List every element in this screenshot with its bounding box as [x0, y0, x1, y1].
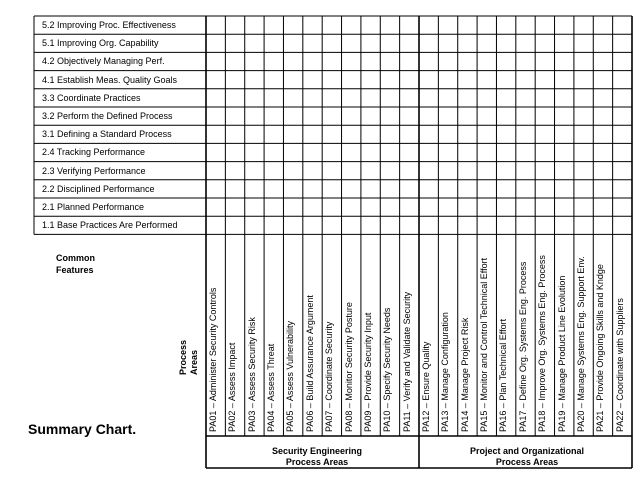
process-area-label: PA11 – Verify and Validate Security — [401, 291, 412, 432]
process-area-label: PA09 – Provide Security Input — [362, 312, 373, 432]
common-feature-label: 5.2 Improving Proc. Effectiveness — [42, 20, 176, 30]
process-area-label: PA13 – Manage Configuration — [440, 312, 451, 432]
process-area-label: PA21 – Provide Ongoing Skills and Kndge — [595, 264, 606, 432]
process-area-label: PA06 – Build Assurance Argument — [304, 295, 315, 432]
group-title-line: Process Areas — [285, 457, 349, 467]
common-feature-label: 5.1 Improving Org. Capability — [42, 38, 159, 49]
process-area-label: PA04 – Assess Threat — [266, 343, 277, 432]
process-area-label: PA12 – Ensure Quality — [421, 341, 431, 432]
process-area-label: PA16 – Plan Technical Effort — [498, 318, 509, 432]
common-feature-label: 1.1 Base Practices Are Performed — [42, 220, 178, 231]
common-feature-label: 4.2 Objectively Managing Perf. — [42, 56, 165, 67]
process-area-label: PA08 – Monitor Security Posture — [343, 302, 354, 432]
security-engineering-group-title — [232, 446, 402, 468]
process-area-label: PA02 – Assess Impact — [227, 342, 238, 432]
common-feature-label: 2.1 Planned Performance — [42, 202, 145, 212]
common-feature-label: 2.2 Disciplined Performance — [42, 183, 155, 194]
common-feature-label: 2.3 Verifying Performance — [42, 165, 146, 176]
process-area-label: PA01 – Administer Security Controls — [208, 287, 218, 432]
common-features-heading — [56, 252, 95, 276]
common-feature-label: 3.3 Coordinate Practices — [42, 92, 141, 103]
process-area-label: PA19 – Manage Product Line Evolution — [556, 275, 567, 432]
common-feature-label: 3.1 Defining a Standard Process — [42, 129, 172, 140]
process-area-label: PA15 – Monitor and Control Technical Effort — [479, 257, 490, 432]
common-features-heading-line: Features — [56, 265, 94, 275]
group-title-line: Security Engineering — [271, 446, 363, 456]
summary-chart-label: Summary Chart. — [28, 421, 137, 437]
project-organizational-group-title — [440, 446, 614, 468]
process-area-label: PA14 – Manage Project Risk — [459, 317, 470, 432]
process-area-label: PA20 – Manage Systems Eng. Support Env. — [575, 256, 586, 432]
group-title-line: Project and Organizational — [469, 446, 585, 456]
common-features-heading-line: Common — [56, 253, 95, 263]
process-area-label: PA22 – Coordinate with Suppliers — [614, 298, 625, 432]
process-area-label: PA17 – Define Org. Systems Eng. Process — [517, 261, 528, 432]
group-title-line: Process Areas — [495, 457, 559, 467]
process-areas-heading-line: Process — [178, 339, 188, 375]
common-feature-label: 2.4 Tracking Performance — [42, 147, 146, 158]
common-feature-label: 4.1 Establish Meas. Quality Goals — [42, 74, 178, 85]
common-feature-label: 3.2 Perform the Defined Process — [42, 111, 173, 121]
process-area-label: PA07 – Coordinate Security — [324, 321, 335, 432]
process-area-label: PA05 – Assess Vulnerability — [285, 320, 296, 432]
process-area-label: PA03 – Assess Security Risk — [246, 317, 257, 432]
process-areas-heading — [176, 331, 200, 381]
process-area-label: PA10 – Specify Security Needs — [382, 307, 393, 432]
process-areas-heading-line: Areas — [189, 349, 199, 375]
process-area-label: PA18 – Improve Org. Systems Eng. Process — [537, 255, 548, 432]
